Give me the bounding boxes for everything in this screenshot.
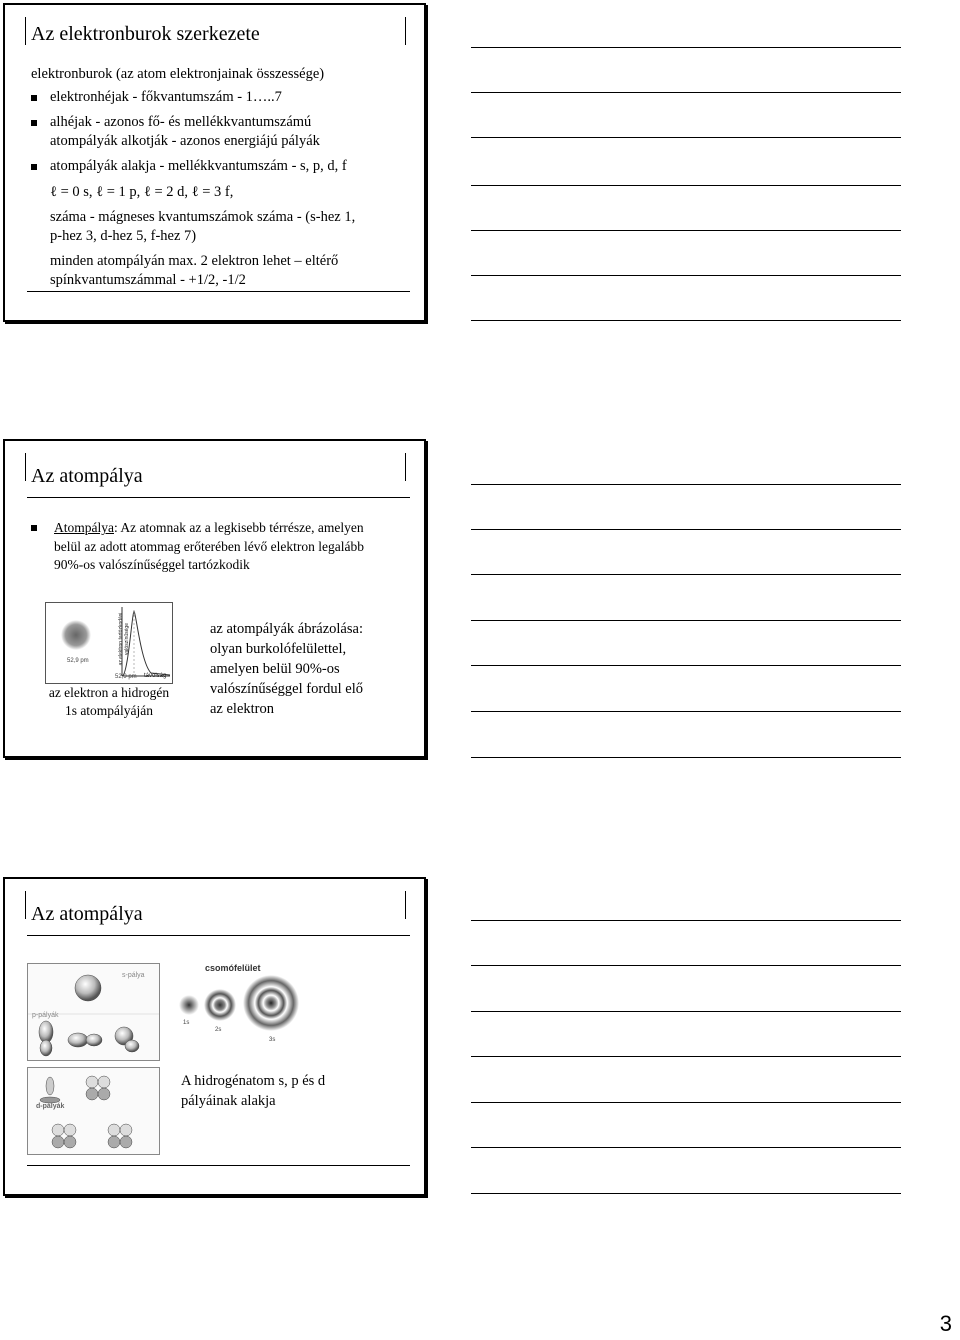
note-line xyxy=(471,1011,901,1012)
figure-caption-line: 1s atompályáján xyxy=(64,703,154,718)
title-tick xyxy=(405,891,406,919)
title-tick xyxy=(405,453,406,481)
s-orbital-icon xyxy=(75,975,101,1001)
sp-orbitals-figure xyxy=(27,963,160,1061)
representation-line: valószínűséggel fordul elő xyxy=(210,681,364,697)
note-line xyxy=(471,1102,901,1103)
slide-1 xyxy=(3,3,426,322)
note-line xyxy=(471,275,901,276)
bullet-icon xyxy=(31,120,37,126)
bullet-text: atompályák alakja - mellékkvantumszám - s, p, d, f xyxy=(50,158,347,174)
d-orbital-icon xyxy=(86,1076,110,1100)
title-tick xyxy=(405,17,406,45)
2s-orbital-icon xyxy=(204,989,236,1021)
note-line xyxy=(471,920,901,921)
nodal-surface-graphic xyxy=(175,963,305,1047)
spin-text: minden atompályán max. 2 elektron lehet – eltérő xyxy=(50,253,339,269)
bullet-icon xyxy=(31,164,37,170)
bullet-text-cont: atompályák alkotják - azonos energiájú pályák xyxy=(50,133,320,149)
s-orbital-label: s-pálya xyxy=(122,972,145,979)
bullet-icon xyxy=(31,95,37,101)
bottom-rule xyxy=(27,291,410,292)
bottom-rule xyxy=(27,1165,410,1166)
nodal-surface-figure xyxy=(175,963,305,1047)
title-tick xyxy=(25,17,26,45)
magnetic-text-cont: p-hez 3, d-hez 5, f-hez 7) xyxy=(50,228,197,244)
bullet-text: elektronhéjak - főkvantumszám - 1…..7 xyxy=(50,89,282,105)
intro-text: elektronburok (az atom elektronjainak összessége) xyxy=(31,66,325,82)
slide-3 xyxy=(3,877,426,1196)
note-line xyxy=(471,47,901,48)
orbital-1s-figure xyxy=(45,602,173,684)
definition-text-3: 90%-os valószínűséggel tartózkodik xyxy=(54,557,250,572)
slide-2 xyxy=(3,439,426,758)
d-orbital-icon xyxy=(108,1124,132,1148)
peak-label: 52,9 pm xyxy=(115,674,137,680)
bullet-icon xyxy=(31,525,37,531)
3s-orbital-icon xyxy=(243,975,299,1031)
definition-term: Atompálya xyxy=(54,520,114,535)
slide-title: Az atompálya xyxy=(31,903,143,925)
spin-text-cont: spínkvantumszámmal - +1/2, -1/2 xyxy=(50,272,246,288)
figure-caption-line: az elektron a hidrogén xyxy=(48,685,170,700)
orbital-caption-line: A hidrogénatom s, p és d xyxy=(181,1073,326,1089)
2s-label: 2s xyxy=(215,1027,222,1033)
y-axis-label: az elektron tartózkodási valószínűsége xyxy=(118,612,130,666)
note-line xyxy=(471,711,901,712)
orbital-caption-line: pályáinak alakja xyxy=(181,1093,276,1109)
d-orbital-icon xyxy=(40,1077,60,1103)
note-line xyxy=(471,230,901,231)
note-line xyxy=(471,137,901,138)
slide-title: Az atompálya xyxy=(31,465,143,487)
title-rule xyxy=(27,935,410,936)
note-line xyxy=(471,484,901,485)
representation-line: az elektron xyxy=(210,701,275,717)
note-line xyxy=(471,1056,901,1057)
quantum-l-text: ℓ = 0 s, ℓ = 1 p, ℓ = 2 d, ℓ = 3 f, xyxy=(50,184,234,200)
electron-cloud-icon xyxy=(61,620,91,650)
note-line xyxy=(471,185,901,186)
orbital-caption xyxy=(181,1071,325,1111)
radius-label: 52,9 pm xyxy=(67,658,89,664)
representation-text xyxy=(210,619,363,719)
definition-text: : Az atomnak az a legkisebb térrésze, amelyen xyxy=(114,520,364,535)
note-line xyxy=(471,320,901,321)
3s-label: 3s xyxy=(269,1037,276,1043)
title-rule xyxy=(27,497,410,498)
note-line xyxy=(471,665,901,666)
p-orbital-icon xyxy=(115,1027,139,1052)
title-tick xyxy=(25,891,26,919)
p-orbital-icon xyxy=(68,1033,102,1047)
d-orbitals-figure xyxy=(27,1067,160,1155)
note-line xyxy=(471,620,901,621)
note-line xyxy=(471,529,901,530)
figure-caption xyxy=(29,684,189,720)
representation-line: amelyen belül 90%-os xyxy=(210,661,340,677)
p-orbital-label: p-pályák xyxy=(32,1012,59,1019)
slide-title: Az elektronburok szerkezete xyxy=(31,23,260,45)
representation-line: olyan burkolófelülettel, xyxy=(210,641,347,657)
nodal-surface-label: csomófelület xyxy=(205,963,261,973)
note-line xyxy=(471,1147,901,1148)
note-line xyxy=(471,92,901,93)
1s-label: 1s xyxy=(183,1020,190,1026)
representation-line: az atompályák ábrázolása: xyxy=(210,621,363,637)
definition-text-2: belül az adott atommag erőterében lévő elektron legalább xyxy=(54,538,364,554)
title-tick xyxy=(25,453,26,481)
note-line xyxy=(471,574,901,575)
1s-orbital-icon xyxy=(179,995,199,1015)
d-orbitals-graphic xyxy=(28,1068,159,1154)
p-orbital-icon xyxy=(39,1021,53,1056)
x-axis-label: távolság xyxy=(144,673,167,679)
page-number: 3 xyxy=(939,1311,952,1336)
note-line xyxy=(471,757,901,758)
magnetic-text: száma - mágneses kvantumszámok száma - (s-hez 1, xyxy=(50,209,356,225)
note-line xyxy=(471,1193,901,1194)
d-orbital-label: d-pályák xyxy=(36,1103,65,1110)
bullet-text: alhéjak - azonos fő- és mellékkvantumszámú xyxy=(50,114,312,130)
orbital-1s-graphic xyxy=(46,603,172,683)
note-line xyxy=(471,965,901,966)
d-orbital-icon xyxy=(52,1124,76,1148)
